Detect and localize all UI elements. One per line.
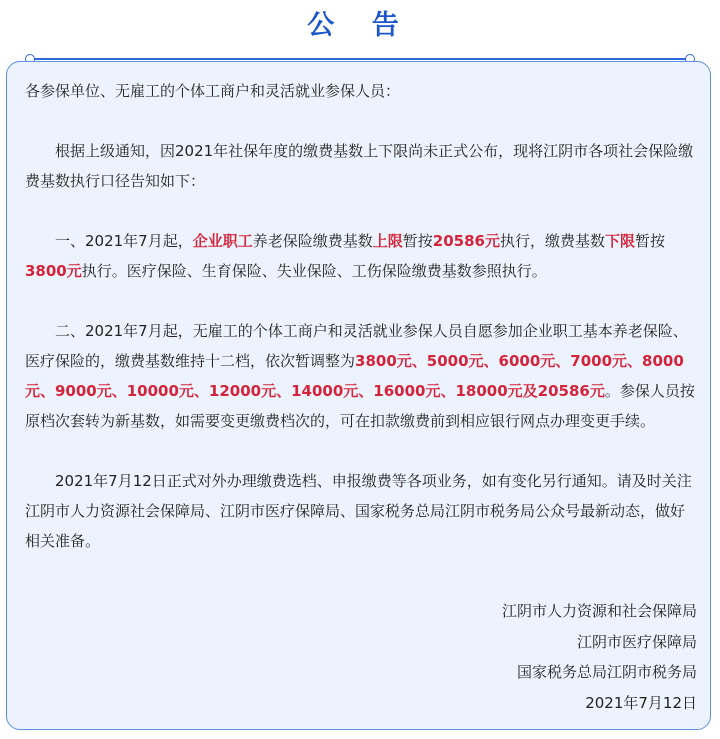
paragraph-enterprise-base [25, 226, 697, 286]
signature-date: 2021年7月12日 [585, 693, 697, 712]
para2-highlight: 20586元 [432, 232, 500, 250]
title-divider [33, 58, 687, 60]
paragraph-flexible-employment [25, 316, 697, 436]
para2-text: 执行。医疗保险、生育保险、失业保险、工伤保险缴费基数参照执行。 [81, 262, 547, 280]
notice-body [25, 76, 697, 586]
signature-block [502, 596, 697, 718]
para2-text: 养老保险缴费基数 [252, 232, 373, 250]
para2-text: 执行，缴费基数 [499, 232, 605, 250]
notice-title: 公 告 [307, 10, 413, 41]
para2-text: 暂按 [402, 232, 433, 250]
para2-highlight: 下限 [604, 232, 635, 250]
para2-highlight: 企业职工 [192, 232, 253, 250]
para3-text: 二、2021年7月起，无雇工的个体工商户和灵活就业参保人员自愿参加企业职工基本养老保险、医疗保险的，缴费基数维持十二档，依次暂调整为 [25, 322, 688, 370]
salutation: 各参保单位、无雇工的个体工商户和灵活就业参保人员： [25, 82, 401, 100]
para2-text: 暂按 [635, 232, 666, 250]
para2-text: 一、2021年7月起， [55, 232, 193, 250]
para2-highlight: 上限 [372, 232, 403, 250]
para3-highlight: 3800元、5000元、6000元、7000元、8000元、9000元、10000元、12000元、14000元、16000元、18000元及20586元 [25, 352, 684, 400]
signature-org-tax: 国家税务总局江阴市税务局 [516, 663, 697, 681]
signature-org-medical: 江阴市医疗保障局 [576, 632, 697, 651]
para2-highlight: 3800元 [25, 262, 82, 280]
paragraph-intro: 根据上级通知，因2021年社保年度的缴费基数上下限尚未正式公布，现将江阴市各项社会保险缴费基数执行口径告知如下： [25, 142, 694, 190]
para3-text: 。参保人员按原档次套转为新基数，如需要变更缴费档次的，可在扣款缴费前到相应银行网点办理变更手续。 [25, 382, 695, 430]
signature-org-hr: 江阴市人力资源和社会保障局 [501, 602, 697, 620]
paragraph-schedule: 2021年7月12日正式对外办理缴费选档、申报缴费等各项业务，如有变化另行通知。请及时关注江阴市人力资源社会保障局、江阴市医疗保障局、国家税务总局江阴市税务局公众号最新动态，做好相关准备。 [25, 472, 692, 550]
